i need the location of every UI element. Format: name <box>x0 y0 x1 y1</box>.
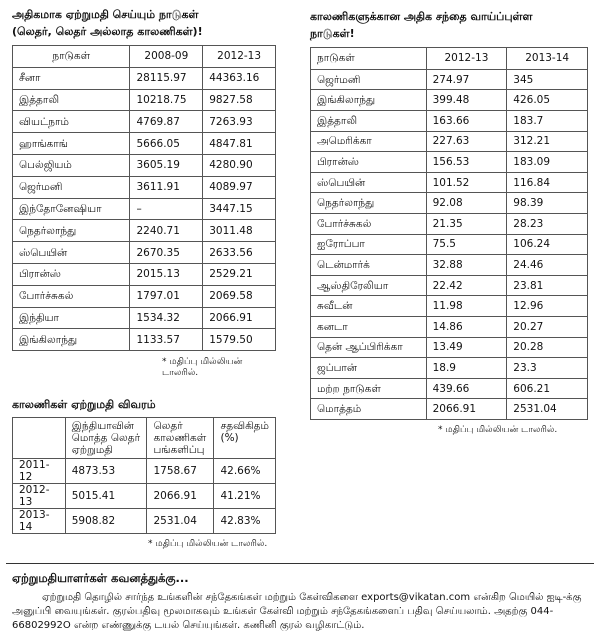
table-cell: போர்ச்சுகல் <box>13 285 130 307</box>
table-cell: 3611.91 <box>130 176 203 198</box>
table-cell: 24.46 <box>507 255 588 276</box>
table-cell: 1534.32 <box>130 307 203 329</box>
table-cell: 426.05 <box>507 90 588 111</box>
table-cell: 1133.57 <box>130 329 203 351</box>
table-cell: ஹாங்காங் <box>13 133 130 155</box>
exports-by-country-table <box>12 45 276 351</box>
table-cell: இத்தாலி <box>13 89 130 111</box>
table-cell: 4280.90 <box>203 154 276 176</box>
column-header: நாடுகள் <box>13 46 130 68</box>
table-cell: 23.3 <box>507 358 588 379</box>
table-cell: ஆஸ்திரேலியா <box>311 275 427 296</box>
table-row <box>13 263 276 285</box>
table-cell: 75.5 <box>426 234 507 255</box>
table-cell: 4847.81 <box>203 133 276 155</box>
table-cell: 2011-12 <box>13 459 66 484</box>
table-cell: பெல்ஜியம் <box>13 154 130 176</box>
table-cell: 28.23 <box>507 213 588 234</box>
table-cell: நெதர்லாந்து <box>311 193 427 214</box>
table-cell: ஜெர்மனி <box>311 69 427 90</box>
footwear-exports-title: காலணிகள் ஏற்றுமதி விவரம் <box>12 398 156 411</box>
table-cell: 1797.01 <box>130 285 203 307</box>
table-row <box>311 316 588 337</box>
table-row <box>311 90 588 111</box>
table-cell: 20.28 <box>507 337 588 358</box>
table-cell: 2069.58 <box>203 285 276 307</box>
table-cell: 227.63 <box>426 131 507 152</box>
table-cell: 5908.82 <box>65 509 147 534</box>
table-cell: இந்தோனேஷியா <box>13 198 130 220</box>
footer-divider <box>6 563 594 564</box>
table-row <box>13 459 276 484</box>
table-cell: 183.7 <box>507 110 588 131</box>
table-cell: 21.35 <box>426 213 507 234</box>
column-header: லெதர் காலணிகள் பங்களிப்பு <box>147 418 214 459</box>
table-row <box>311 358 588 379</box>
column-header: 2012-13 <box>426 48 507 70</box>
table-cell: 11.98 <box>426 296 507 317</box>
table-row <box>13 484 276 509</box>
table-cell: சீனா <box>13 67 130 89</box>
table-cell: பிரான்ஸ் <box>13 263 130 285</box>
table-cell: 22.42 <box>426 275 507 296</box>
column-header: நாடுகள் <box>311 48 427 70</box>
table-cell: 2531.04 <box>147 509 214 534</box>
table-row <box>13 307 276 329</box>
table-cell: 7263.93 <box>203 111 276 133</box>
table-row <box>311 69 588 90</box>
table-header-row <box>13 46 276 68</box>
table-row <box>311 172 588 193</box>
table-cell: இங்கிலாந்து <box>13 329 130 351</box>
table-cell: 163.66 <box>426 110 507 131</box>
table-cell: 20.27 <box>507 316 588 337</box>
table-cell: ஸ்பெயின் <box>311 172 427 193</box>
table-cell: 2066.91 <box>147 484 214 509</box>
table-cell: ஜப்பான் <box>311 358 427 379</box>
table-cell: 106.24 <box>507 234 588 255</box>
table-cell: 23.81 <box>507 275 588 296</box>
table-cell: 10218.75 <box>130 89 203 111</box>
table-cell: வியட்நாம் <box>13 111 130 133</box>
table-cell: ஐரோப்பா <box>311 234 427 255</box>
table-row <box>311 337 588 358</box>
table-cell: 44363.16 <box>203 67 276 89</box>
table-row <box>311 234 588 255</box>
table-cell: அமெரிக்கா <box>311 131 427 152</box>
table-cell: 3011.48 <box>203 220 276 242</box>
table-cell: இத்தாலி <box>311 110 427 131</box>
market-opportunity-panel <box>310 8 592 436</box>
footer-panel <box>12 571 590 633</box>
table-row <box>311 399 588 420</box>
table-cell: 1758.67 <box>147 459 214 484</box>
table-cell: 14.86 <box>426 316 507 337</box>
table-row <box>311 193 588 214</box>
table-row <box>311 255 588 276</box>
market-opportunity-title: காலணிகளுக்கான அதிக சந்தை வாய்ப்புள்ள <box>310 10 533 23</box>
table-cell: ஜெர்மனி <box>13 176 130 198</box>
exports-by-country-subtitle: (லெதர், லெதர் அல்லாத காலணிகள்)! <box>12 25 203 38</box>
column-header: 2012-13 <box>203 46 276 68</box>
table-cell: மொத்தம் <box>311 399 427 420</box>
table-row <box>13 220 276 242</box>
table-cell: 116.84 <box>507 172 588 193</box>
table-cell: தென் ஆப்பிரிக்கா <box>311 337 427 358</box>
table-cell: மற்ற நாடுகள் <box>311 378 427 399</box>
column-header <box>13 418 66 459</box>
table-cell: 98.39 <box>507 193 588 214</box>
table-row <box>311 152 588 173</box>
market-opportunity-subtitle: நாடுகள்! <box>310 27 355 40</box>
table-row <box>13 111 276 133</box>
table-row <box>13 329 276 351</box>
table-cell: நெதர்லாந்து <box>13 220 130 242</box>
table-row <box>13 154 276 176</box>
table-cell: சுவீடன் <box>311 296 427 317</box>
table-cell: 9827.58 <box>203 89 276 111</box>
table-cell: 2529.21 <box>203 263 276 285</box>
table-header-row <box>311 48 588 70</box>
table-cell: 2015.13 <box>130 263 203 285</box>
table-cell: 345 <box>507 69 588 90</box>
table-cell: 2012-13 <box>13 484 66 509</box>
table-cell: 2066.91 <box>203 307 276 329</box>
table-cell: 5015.41 <box>65 484 147 509</box>
table-cell: இந்தியா <box>13 307 130 329</box>
table-cell: 13.49 <box>426 337 507 358</box>
table-row <box>13 176 276 198</box>
table-cell: 4089.97 <box>203 176 276 198</box>
column-header: 2013-14 <box>507 48 588 70</box>
column-header: சதவிகிதம் (%) <box>214 418 276 459</box>
table-header-row <box>13 418 276 459</box>
column-header: 2008-09 <box>130 46 203 68</box>
table-row <box>13 133 276 155</box>
table-cell: 2066.91 <box>426 399 507 420</box>
table-row <box>13 67 276 89</box>
column-header: இந்தியாவின் மொத்த லெதர் ஏற்றுமதி <box>65 418 147 459</box>
table-cell: 2240.71 <box>130 220 203 242</box>
table-cell: 2013-14 <box>13 509 66 534</box>
table-cell: 3605.19 <box>130 154 203 176</box>
exports-by-country-panel <box>12 6 278 379</box>
market-opportunity-note: * மதிப்பு மில்லியன் டாலரில். <box>438 424 558 435</box>
footer-body: ஏற்றுமதி தொழில் சார்ந்த உங்களின் சந்தேகங்கள் மற்றும் கேள்விகளை exports@vikatan.com என்கிற மெயில் ஐடி-க்கு அனுப்பி வையுங்கள். குரல்பதிவு மூலமாகவும் உங்கள் கேள்வி மற்றும் சந்தேகங்களைப் பதிவு செய்யலாம். அதற்கு 044-66802992O என்ற எண்ணுக்கு டயல் செய்யுங்கள். கணினி குரல் வழிகாட்டும். <box>12 592 582 631</box>
table-row <box>311 213 588 234</box>
market-opportunity-table <box>310 47 588 420</box>
table-cell: இங்கிலாந்து <box>311 90 427 111</box>
table-cell: 2531.04 <box>507 399 588 420</box>
table-cell: 2670.35 <box>130 242 203 264</box>
table-row <box>13 509 276 534</box>
table-cell: 18.9 <box>426 358 507 379</box>
exports-by-country-title: அதிகமாக ஏற்றுமதி செய்யும் நாடுகள் <box>12 8 199 21</box>
table-cell: ஸ்பெயின் <box>13 242 130 264</box>
table-cell: 32.88 <box>426 255 507 276</box>
table-cell: 1579.50 <box>203 329 276 351</box>
table-cell: – <box>130 198 203 220</box>
table-cell: 312.21 <box>507 131 588 152</box>
table-cell: 42.66% <box>214 459 276 484</box>
table-cell: பிரான்ஸ் <box>311 152 427 173</box>
table-cell: 12.96 <box>507 296 588 317</box>
footer-title: ஏற்றுமதியாளர்கள் கவனத்துக்கு... <box>12 571 189 585</box>
table-cell: 2633.56 <box>203 242 276 264</box>
table-cell: 101.52 <box>426 172 507 193</box>
table-cell: போர்ச்சுகல் <box>311 213 427 234</box>
table-cell: 183.09 <box>507 152 588 173</box>
table-cell: 28115.97 <box>130 67 203 89</box>
table-cell: டென்மார்க் <box>311 255 427 276</box>
table-cell: 3447.15 <box>203 198 276 220</box>
table-row <box>13 89 276 111</box>
table-row <box>311 110 588 131</box>
table-cell: 5666.05 <box>130 133 203 155</box>
table-cell: 399.48 <box>426 90 507 111</box>
table-row <box>13 242 276 264</box>
footwear-exports-panel <box>12 396 282 550</box>
table-cell: 92.08 <box>426 193 507 214</box>
table-cell: 41.21% <box>214 484 276 509</box>
footwear-exports-note: * மதிப்பு மில்லியன் டாலரில். <box>148 539 268 549</box>
table-cell: 274.97 <box>426 69 507 90</box>
table-row <box>311 296 588 317</box>
footwear-exports-table <box>12 417 276 534</box>
table-cell: 4769.87 <box>130 111 203 133</box>
table-cell: 4873.53 <box>65 459 147 484</box>
table-row <box>311 275 588 296</box>
table-row <box>311 131 588 152</box>
table-cell: 156.53 <box>426 152 507 173</box>
table-row <box>13 285 276 307</box>
table-cell: 42.83% <box>214 509 276 534</box>
exports-by-country-note: * மதிப்பு மில்லியன் டாலரில். <box>162 357 243 379</box>
table-cell: 439.66 <box>426 378 507 399</box>
table-row <box>311 378 588 399</box>
table-cell: கனடா <box>311 316 427 337</box>
table-row <box>13 198 276 220</box>
table-cell: 606.21 <box>507 378 588 399</box>
